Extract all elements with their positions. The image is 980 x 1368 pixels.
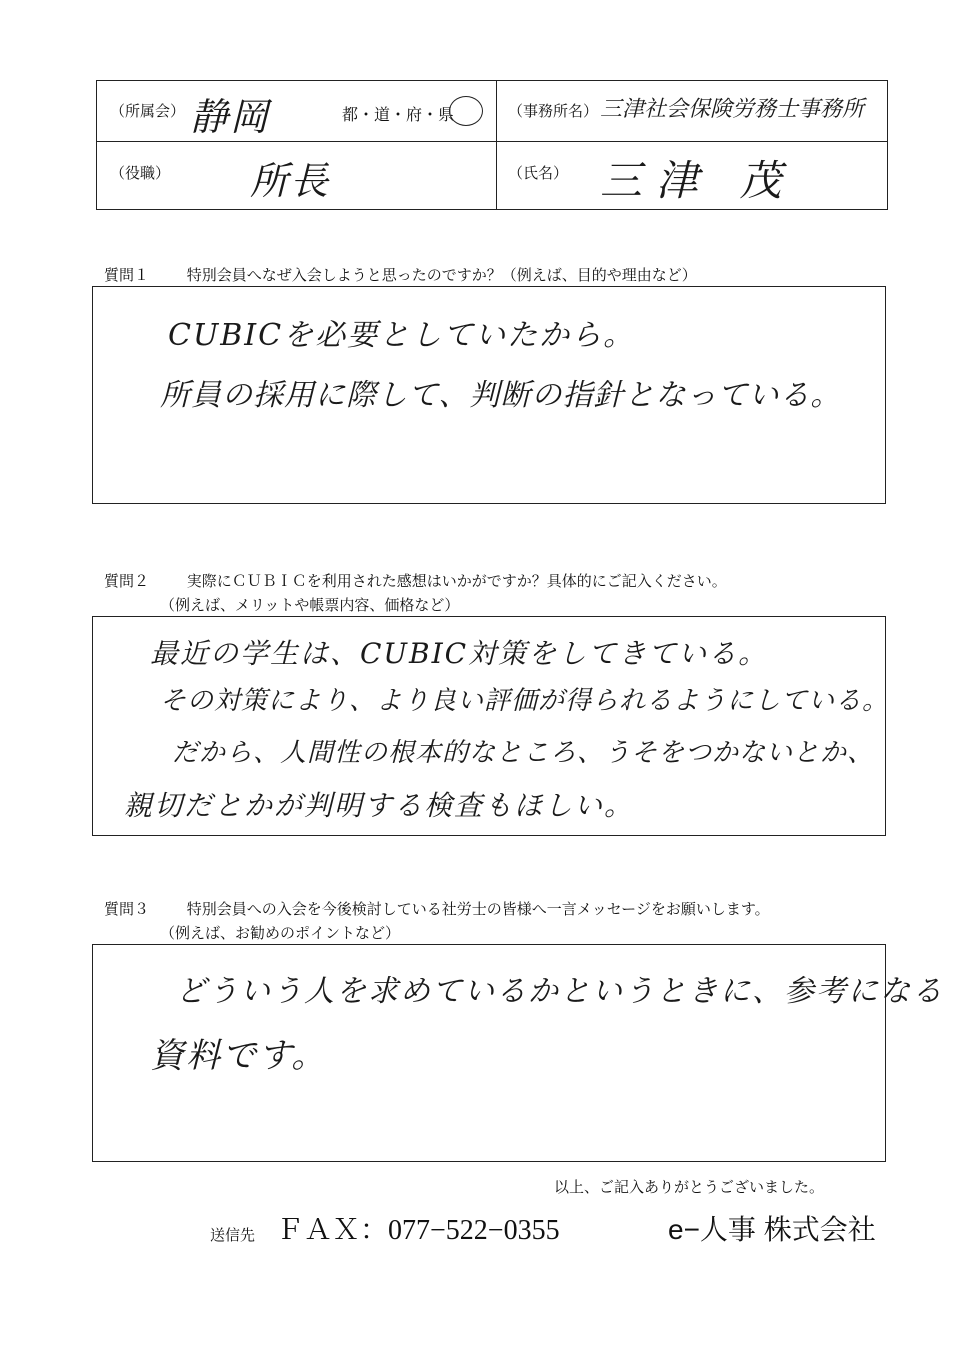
question-3-number: 質問３ (104, 900, 150, 918)
position-label: （役職） (110, 164, 171, 182)
office-value: 三津社会保険労務士事務所 (600, 97, 865, 122)
answer-2-line-1: 最近の学生は、CUBIC対策をしてきている。 (150, 637, 769, 670)
affiliation-value: 静岡 (190, 95, 271, 139)
question-3-hint: （例えば、お勧めのポイントなど） (160, 924, 401, 942)
answer-2-line-3: だから、人間性の根本的なところ、うそをつかないとか、 (172, 738, 875, 768)
question-1-text: 特別会員へなぜ入会しようと思ったのですか？（例えば、目的や理由など） (186, 266, 697, 284)
header-row-divider (96, 141, 888, 142)
fax-number: ＦＡＸ：077−522−0355 (276, 1215, 560, 1246)
question-3-text: 特別会員への入会を今後検討している社労士の皆様へ一言メッセージをお願いします。 (186, 900, 770, 918)
question-1 (104, 264, 697, 285)
affiliation-label: （所属会） (110, 102, 186, 120)
company-name: e−人事 株式会社 (668, 1214, 876, 1245)
name-label: （氏名） (508, 164, 569, 182)
prefecture-options: 都・道・府・県 (342, 105, 455, 124)
question-1-number: 質問１ (104, 266, 150, 284)
header-col-divider (496, 80, 497, 210)
prefecture-selected-circle (449, 96, 483, 126)
question-2-text: 実際にＣＵＢＩＣを利用された感想はいかがですか？具体的にご記入ください。 (186, 572, 727, 590)
thanks-text: 以上、ご記入ありがとうございました。 (554, 1178, 825, 1196)
question-2-hint: （例えば、メリットや帳票内容、価格など） (160, 596, 460, 614)
answer-2-line-2: その対策により、より良い評価が得られるようにしている。 (160, 686, 890, 716)
office-label: （事務所名） (508, 102, 599, 120)
name-value: 三津 茂 (600, 156, 796, 205)
answer-1-line-2: 所員の採用に際して、判断の指針となっている。 (160, 378, 842, 413)
answer-3-line-1: どういう人を求めているかというときに、参考になる (176, 974, 944, 1009)
send-to-label: 送信先 (210, 1226, 256, 1244)
answer-2-line-4: 親切だとかが判明する検査もほしい。 (124, 789, 635, 822)
question-2-number: 質問２ (104, 572, 150, 590)
answer-3-line-2: 資料です。 (150, 1036, 328, 1076)
question-3 (104, 898, 770, 919)
question-2 (104, 570, 727, 591)
answer-1-line-1: CUBICを必要としていたから。 (168, 318, 636, 353)
position-value: 所長 (250, 159, 331, 203)
